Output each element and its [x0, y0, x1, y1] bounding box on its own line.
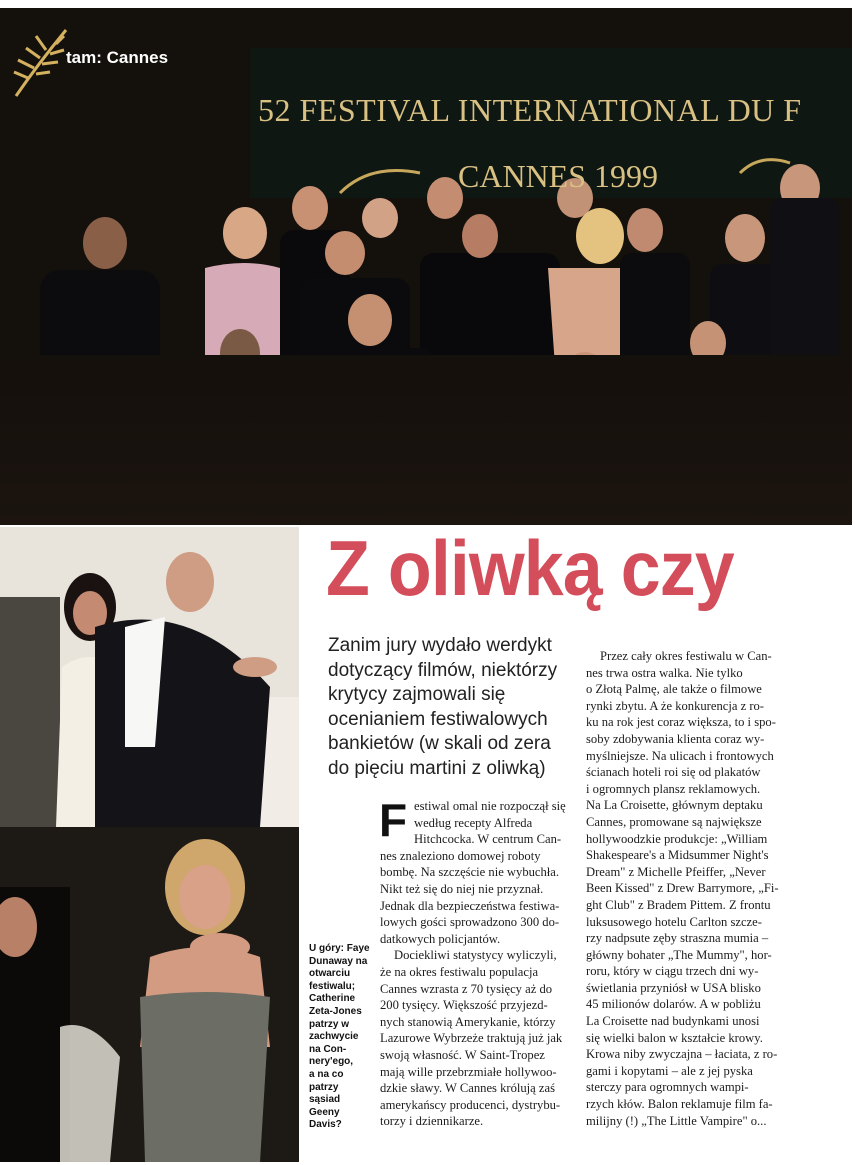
smiling-woman-photo: [0, 827, 299, 1162]
palm-leaf-icon: [8, 24, 70, 100]
caption-line: patrzy w: [309, 1018, 350, 1030]
festival-photo: [0, 8, 852, 525]
banner-festival-title: 52 FESTIVAL INTERNATIONAL DU F: [258, 92, 802, 128]
body-line: gami i kopytami – ale z jej pyska: [586, 1063, 753, 1078]
lead-line: bankietów (w skali od zera: [328, 733, 551, 754]
caption-line: Davis?: [309, 1119, 342, 1131]
body-line: Cannes wzrasta z 70 tysięcy aż do: [380, 981, 553, 996]
caption-line: zachwycie: [309, 1031, 359, 1043]
article-column-right: [586, 648, 779, 1129]
body-line: ścianach hoteli roi się od plakatów: [586, 765, 761, 780]
body-line: Lazurowe Wybrzeże traktują już jak: [380, 1031, 563, 1046]
body-line: La Croisette nad budynkami unosi: [586, 1014, 760, 1029]
body-line: główny bohater „The Mummy", hor-: [586, 947, 772, 962]
body-line: rzych kłów. Balon reklamuje film fa-: [586, 1097, 773, 1112]
body-line: Dream" z Michelle Pfeiffer, „Never: [586, 864, 766, 879]
body-line: według recepty Alfreda: [414, 815, 533, 830]
body-line: roru, który w ciągu trzech dni wy-: [586, 964, 759, 979]
photo-caption: [309, 943, 373, 1132]
body-line: 200 tysięcy. Większość przyjezd-: [380, 998, 548, 1013]
body-line: ku na rok jest coraz większa, to i spo-: [586, 715, 776, 730]
caption-line: nery'ego,: [309, 1056, 354, 1068]
caption-line: Catherine: [309, 993, 356, 1005]
body-line: mają wille przebrzmiałe hollywoo-: [380, 1064, 557, 1079]
body-line: nes znaleziono domowej roboty: [380, 848, 541, 863]
lead-line: do pięciu martini z oliwką): [328, 757, 546, 779]
body-line: rzy nadpsute zęby straszna mumia –: [586, 931, 769, 946]
connery-zeta-jones-photo: [0, 527, 299, 827]
body-line: hollywoodzkie produkcje: „William: [586, 831, 768, 846]
body-line: milijny (!) „The Little Vampire" o...: [586, 1113, 767, 1128]
caption-line: patrzy: [309, 1081, 339, 1093]
article-headline: Z oliwką czy: [326, 524, 734, 612]
article-lead: [328, 634, 573, 781]
caption-line: festiwalu;: [309, 980, 356, 992]
body-line: i ogromnych plansz reklamowych.: [586, 781, 761, 796]
lead-line: dotyczący filmów, niektórzy: [328, 659, 558, 681]
body-line: Nikt też się do niej nie przyznał.: [380, 881, 544, 896]
body-line: amerykańscy producenci, dystrybu-: [380, 1097, 561, 1112]
caption-line: Geeny: [309, 1106, 340, 1118]
caption-line: Zeta-Jones: [309, 1005, 362, 1017]
body-line: datkowych policjantów.: [380, 931, 501, 946]
caption-line: na Con-: [309, 1043, 347, 1055]
body-line: że na okres festiwalu populacja: [380, 964, 539, 979]
caption-line: a na co: [309, 1068, 344, 1080]
body-line: torzy i dziennikarze.: [380, 1114, 484, 1129]
body-line: nes trwa ostra walka. Nie tylko: [586, 665, 743, 680]
body-line: ght Club" z Bradem Pittem. Z frontu: [586, 897, 771, 912]
body-line: sterczy para ogromnych wampi-: [586, 1080, 749, 1095]
caption-line: otwarciu: [309, 968, 351, 980]
body-line: świetlania przyniósł w USA blisko: [586, 980, 761, 995]
body-line: się wielki balon w kształcie krowy.: [586, 1030, 763, 1045]
caption-line: sąsiad: [309, 1094, 341, 1106]
lead-line: Zanim jury wydało werdykt: [328, 635, 552, 656]
caption-line: Dunaway na: [309, 955, 368, 967]
body-line: lowych gości sprowadzono 300 do-: [380, 915, 560, 930]
body-line: Cannes, promowane są największe: [586, 814, 762, 829]
drop-cap: F: [379, 794, 408, 846]
body-line: Been Kissed" z Drew Barrymore, „Fi-: [586, 881, 779, 896]
body-line: o Złotą Palmę, ale także o filmowe: [586, 682, 762, 697]
body-line: myślniejsze. Na ulicach i frontowych: [586, 748, 774, 763]
body-line: rynki zbytu. A że konkurencja z ro-: [586, 698, 765, 713]
body-line: Jednak dla bezpieczeństwa festiwa-: [380, 898, 560, 913]
body-line: Shakespeare's a Midsummer Night's: [586, 848, 769, 863]
article-column-left: [379, 794, 585, 1130]
body-line: Na La Croisette, głównym deptaku: [586, 798, 763, 813]
body-line: Krowa niby zwyczajna – łaciata, z ro-: [586, 1047, 778, 1062]
section-label: tam: Cannes: [66, 48, 169, 67]
photo-illustration: [0, 827, 299, 1162]
body-line: soby zdobywania klienta coraz wy-: [586, 731, 765, 746]
photo-illustration: [0, 527, 299, 827]
lead-line: ocenianiem festiwalowych: [328, 708, 548, 730]
body-line: bombę. Na szczęście nie wybuchła.: [380, 865, 560, 880]
caption-line: U góry: Faye: [309, 943, 370, 954]
body-line: nych stanowią Amerykanie, którzy: [380, 1014, 556, 1029]
body-line: dzkie sławy. W Cannes królują zaś: [380, 1081, 555, 1096]
body-line: Przez cały okres festiwalu w Can-: [600, 649, 772, 663]
body-line: swoją własność. W Saint-Tropez: [380, 1047, 545, 1062]
body-line: Dociekliwi statystycy wyliczyli,: [394, 948, 557, 963]
lead-line: krytycy zajmowali się: [328, 684, 506, 705]
body-line: Hitchcocka. W centrum Can-: [414, 832, 562, 847]
body-line: estiwal omal nie rozpoczął się: [414, 799, 566, 813]
banner-cannes-year: CANNES 1999: [458, 158, 659, 194]
body-line: 45 milionów dolarów. A w pobliżu: [586, 997, 761, 1012]
body-line: luksusowego hotelu Carlton szcze-: [586, 914, 762, 929]
